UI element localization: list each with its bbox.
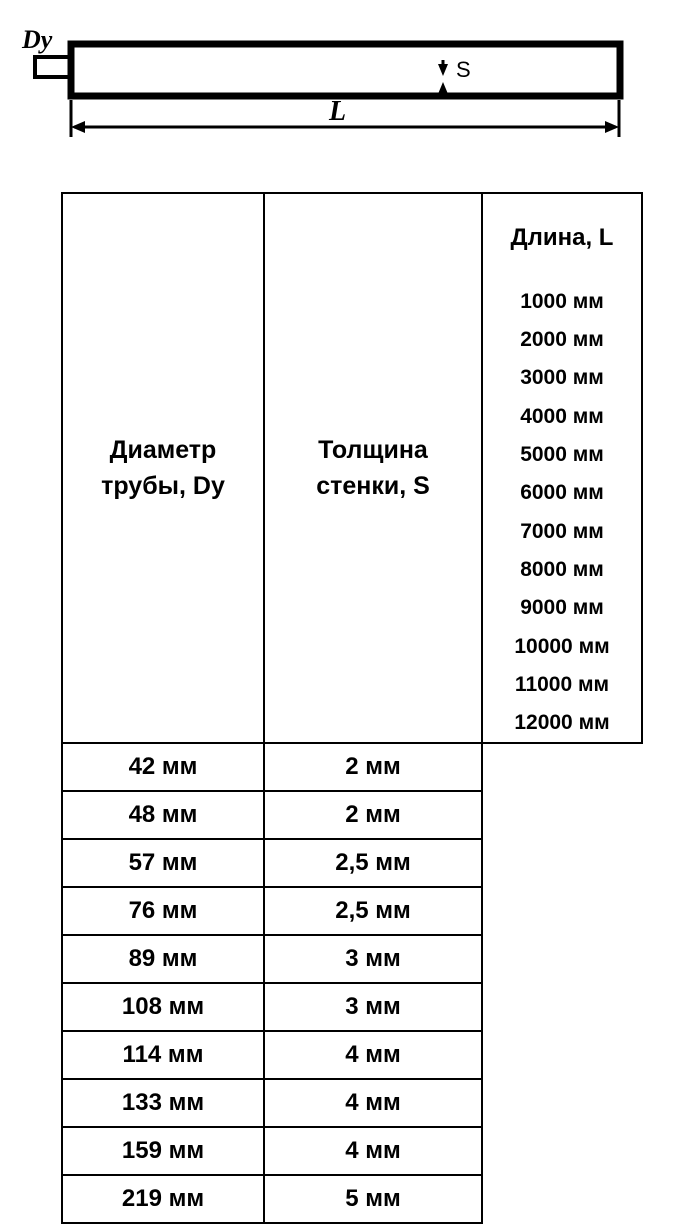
table-header-row (62, 193, 642, 743)
s-label: S (456, 57, 471, 82)
list-item: 12000 мм (514, 711, 610, 735)
cell-thickness: 4 мм (264, 1127, 482, 1175)
table-row (62, 983, 642, 1031)
l-arrow-right-icon (605, 121, 619, 133)
l-arrow-left-icon (71, 121, 85, 133)
cell-diameter: 133 мм (62, 1079, 264, 1127)
header-thickness (264, 193, 482, 743)
cell-thickness: 5 мм (264, 1175, 482, 1223)
pipe-diagram (0, 0, 681, 175)
cell-thickness: 3 мм (264, 935, 482, 983)
list-item: 4000 мм (520, 404, 604, 428)
table-row (62, 1175, 642, 1223)
list-item: 11000 мм (514, 672, 610, 696)
pipe-spec-table (61, 192, 643, 1224)
cell-thickness: 4 мм (264, 1079, 482, 1127)
list-item: 1000 мм (520, 289, 604, 313)
cell-thickness: 3 мм (264, 983, 482, 1031)
cell-diameter: 219 мм (62, 1175, 264, 1223)
header-length-label: Длина, L (510, 223, 614, 251)
list-item: 6000 мм (520, 481, 604, 505)
pipe-spec-table-wrapper (61, 192, 641, 1224)
cell-thickness: 2,5 мм (264, 839, 482, 887)
cell-diameter: 114 мм (62, 1031, 264, 1079)
length-values-list (483, 282, 641, 742)
table-row (62, 887, 642, 935)
cell-thickness: 2,5 мм (264, 887, 482, 935)
cell-thickness: 2 мм (264, 743, 482, 791)
cell-diameter: 76 мм (62, 887, 264, 935)
cell-thickness: 4 мм (264, 1031, 482, 1079)
table-row (62, 935, 642, 983)
dy-label: Dy (22, 25, 53, 54)
header-length (482, 193, 642, 743)
header-diameter-line2: трубы, Dy (101, 472, 225, 500)
table-row (62, 839, 642, 887)
cell-diameter: 108 мм (62, 983, 264, 1031)
pipe-body-shape (71, 44, 620, 96)
table-row (62, 1127, 642, 1175)
list-item: 8000 мм (520, 557, 604, 581)
cell-diameter: 89 мм (62, 935, 264, 983)
table-body (62, 743, 642, 1223)
list-item: 3000 мм (520, 366, 604, 390)
header-thickness-line2: стенки, S (316, 472, 430, 500)
dy-stub-shape (35, 57, 73, 77)
table-row (62, 1079, 642, 1127)
list-item: 7000 мм (520, 519, 604, 543)
header-diameter (62, 193, 264, 743)
table-row (62, 1031, 642, 1079)
table-row (62, 791, 642, 839)
header-thickness-line1: Толщина (318, 435, 428, 464)
list-item: 10000 мм (514, 634, 610, 658)
cell-diameter: 159 мм (62, 1127, 264, 1175)
cell-diameter: 48 мм (62, 791, 264, 839)
list-item: 2000 мм (520, 327, 604, 351)
list-item: 9000 мм (520, 596, 604, 620)
header-diameter-line1: Диаметр (109, 435, 217, 464)
cell-diameter: 57 мм (62, 839, 264, 887)
cell-thickness: 2 мм (264, 791, 482, 839)
cell-diameter: 42 мм (62, 743, 264, 791)
l-label: L (329, 96, 347, 127)
list-item: 5000 мм (520, 442, 604, 466)
